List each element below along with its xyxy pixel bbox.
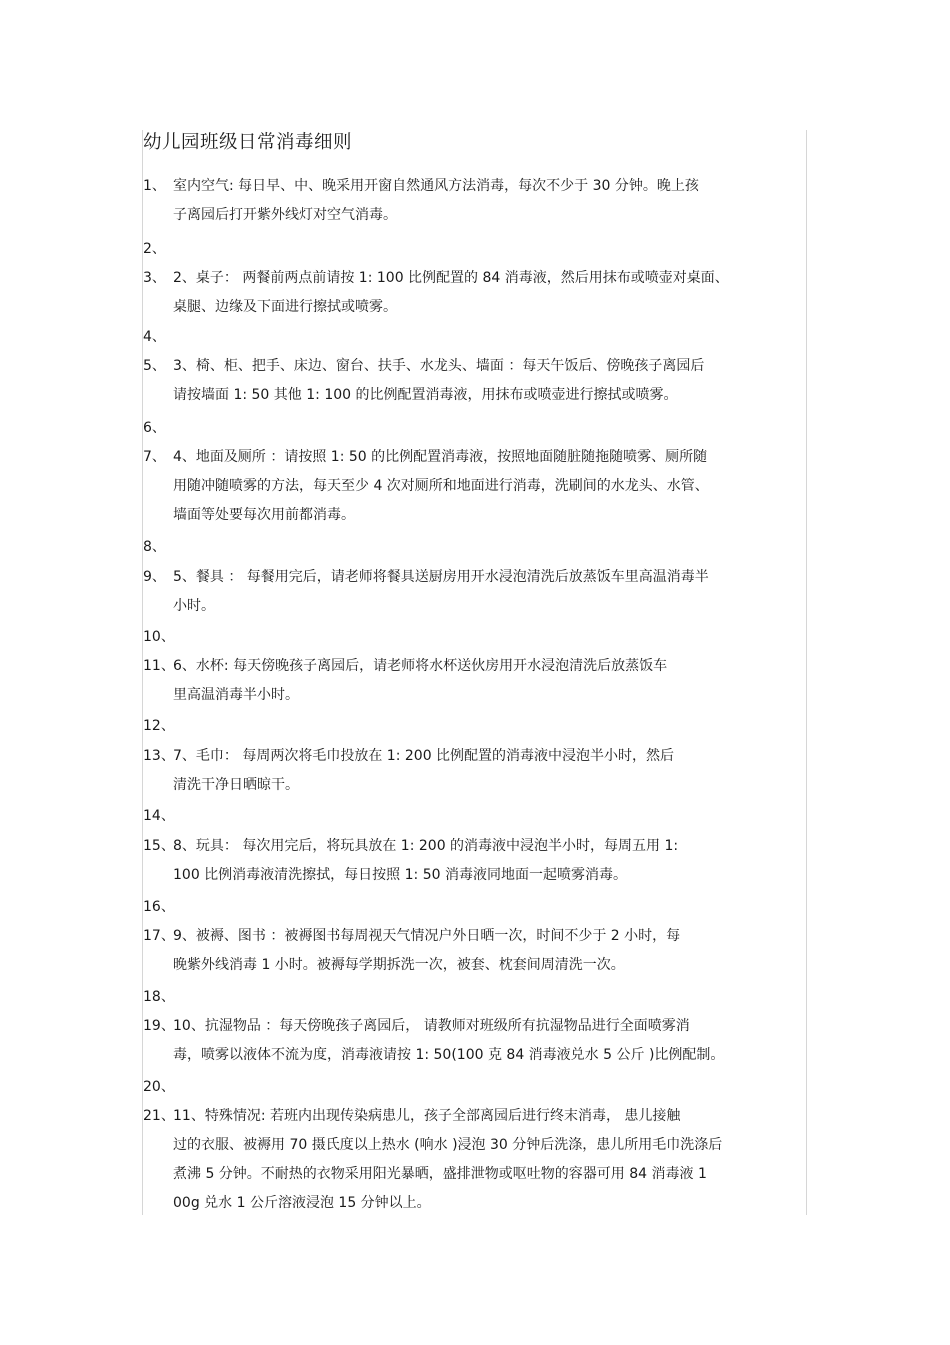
list-item-3	[143, 264, 803, 322]
list-item-15	[143, 832, 803, 890]
item-number: 6、	[143, 420, 166, 436]
item-text-line: 用随冲随喷雾的方法，每天至少 4 次对厕所和地面进行消毒，洗刷间的水龙头、水管、	[173, 478, 709, 494]
item-text-line: 清洗干净日晒晾干。	[173, 777, 299, 793]
item-number: 18、	[143, 989, 175, 1005]
item-text-line: 3、椅、柜、把手、床边、窗台、扶手、水龙头、墙面 ：每天午饭后、傍晚孩子离园后	[173, 358, 705, 374]
list-item-13	[143, 742, 803, 800]
item-text-line: 8、玩具： 每次用完后，将玩具放在 1: 200 的消毒液中浸泡半小时，每周五用 1:	[173, 838, 679, 854]
item-number: 9、	[143, 569, 166, 585]
item-text-line: 煮沸 5 分钟。不耐热的衣物采用阳光暴晒，盛排泄物或呕吐物的容器可用 84 消毒液 1	[173, 1166, 707, 1182]
item-text-line: 晚紫外线消毒 1 小时。被褥每学期拆洗一次，被套、枕套间周清洗一次。	[173, 957, 625, 973]
item-number: 12、	[143, 718, 175, 734]
right-margin-rule	[806, 130, 807, 1215]
item-number: 21、	[143, 1108, 175, 1124]
document-title: 幼儿园班级日常消毒细则	[143, 132, 353, 153]
item-number: 20、	[143, 1079, 175, 1095]
item-number: 2、	[143, 241, 166, 257]
item-text-line: 11、特殊情况: 若班内出现传染病患儿，孩子全部离园后进行终末消毒， 患儿接触	[173, 1108, 681, 1124]
item-text-line: 室内空气: 每日早、中、晚采用开窗自然通风方法消毒，每次不少于 30 分钟。晚上孩	[173, 178, 699, 194]
item-number: 8、	[143, 539, 166, 555]
item-text-line: 里高温消毒半小时。	[173, 687, 299, 703]
item-number: 14、	[143, 808, 175, 824]
item-text-line: 毒，喷雾以液体不流为度，消毒液请按 1: 50(100 克 84 消毒液兑水 5 公斤 )比例配制。	[173, 1047, 725, 1063]
item-text-line: 墙面等处要每次用前都消毒。	[173, 507, 355, 523]
item-number: 19、	[143, 1018, 175, 1034]
item-text-line: 100 比例消毒液清洗擦拭，每日按照 1: 50 消毒液同地面一起喷雾消毒。	[173, 867, 627, 883]
item-number: 16、	[143, 899, 175, 915]
item-text-line: 7、毛巾： 每周两次将毛巾投放在 1: 200 比例配置的消毒液中浸泡半小时，然后	[173, 748, 675, 764]
item-number: 10、	[143, 629, 175, 645]
item-text-line: 子离园后打开紫外线灯对空气消毒。	[173, 207, 397, 223]
list-item-9	[143, 563, 803, 621]
list-item-5	[143, 352, 803, 410]
item-number: 11、	[143, 658, 175, 674]
item-number: 3、	[143, 270, 166, 286]
item-text-line: 2、桌子： 两餐前两点前请按 1: 100 比例配置的 84 消毒液，然后用抹布或喷壶对桌面、	[173, 270, 729, 286]
item-text-line: 过的衣服、被褥用 70 摄氏度以上热水 (响水 )浸泡 30 分钟后洗涤，患儿所用毛巾洗涤后	[173, 1137, 723, 1153]
item-text-line: 9、被褥、图书 ：被褥图书每周视天气情况户外日晒一次，时间不少于 2 小时，每	[173, 928, 681, 944]
list-item-21	[143, 1102, 803, 1218]
item-number: 17、	[143, 928, 175, 944]
item-text-line: 桌腿、边缘及下面进行擦拭或喷雾。	[173, 299, 397, 315]
list-item-17	[143, 922, 803, 980]
item-text-line: 请按墙面 1: 50 其他 1: 100 的比例配置消毒液，用抹布或喷壶进行擦拭或喷雾。	[173, 387, 678, 403]
list-item-11	[143, 652, 803, 710]
item-number: 15、	[143, 838, 175, 854]
item-number: 4、	[143, 329, 166, 345]
item-text-line: 4、地面及厕所 ：请按照 1: 50 的比例配置消毒液，按照地面随脏随拖随喷雾、厕所随	[173, 449, 708, 465]
item-text-line: 6、水杯: 每天傍晚孩子离园后，请老师将水杯送伙房用开水浸泡清洗后放蒸饭车	[173, 658, 668, 674]
item-text-line: 小时。	[173, 598, 215, 614]
list-item-19	[143, 1012, 803, 1070]
list-item-7	[143, 443, 803, 530]
list-item-1	[143, 172, 803, 230]
item-text-line: 5、餐具 ： 每餐用完后，请老师将餐具送厨房用开水浸泡清洗后放蒸饭车里高温消毒半	[173, 569, 709, 585]
item-text-line: 00g 兑水 1 公斤溶液浸泡 15 分钟以上。	[173, 1195, 431, 1211]
item-text-line: 10、抗湿物品 ：每天傍晚孩子离园后， 请教师对班级所有抗湿物品进行全面喷雾消	[173, 1018, 690, 1034]
item-number: 5、	[143, 358, 166, 374]
item-number: 13、	[143, 748, 175, 764]
item-number: 1、	[143, 178, 166, 194]
item-number: 7、	[143, 449, 166, 465]
